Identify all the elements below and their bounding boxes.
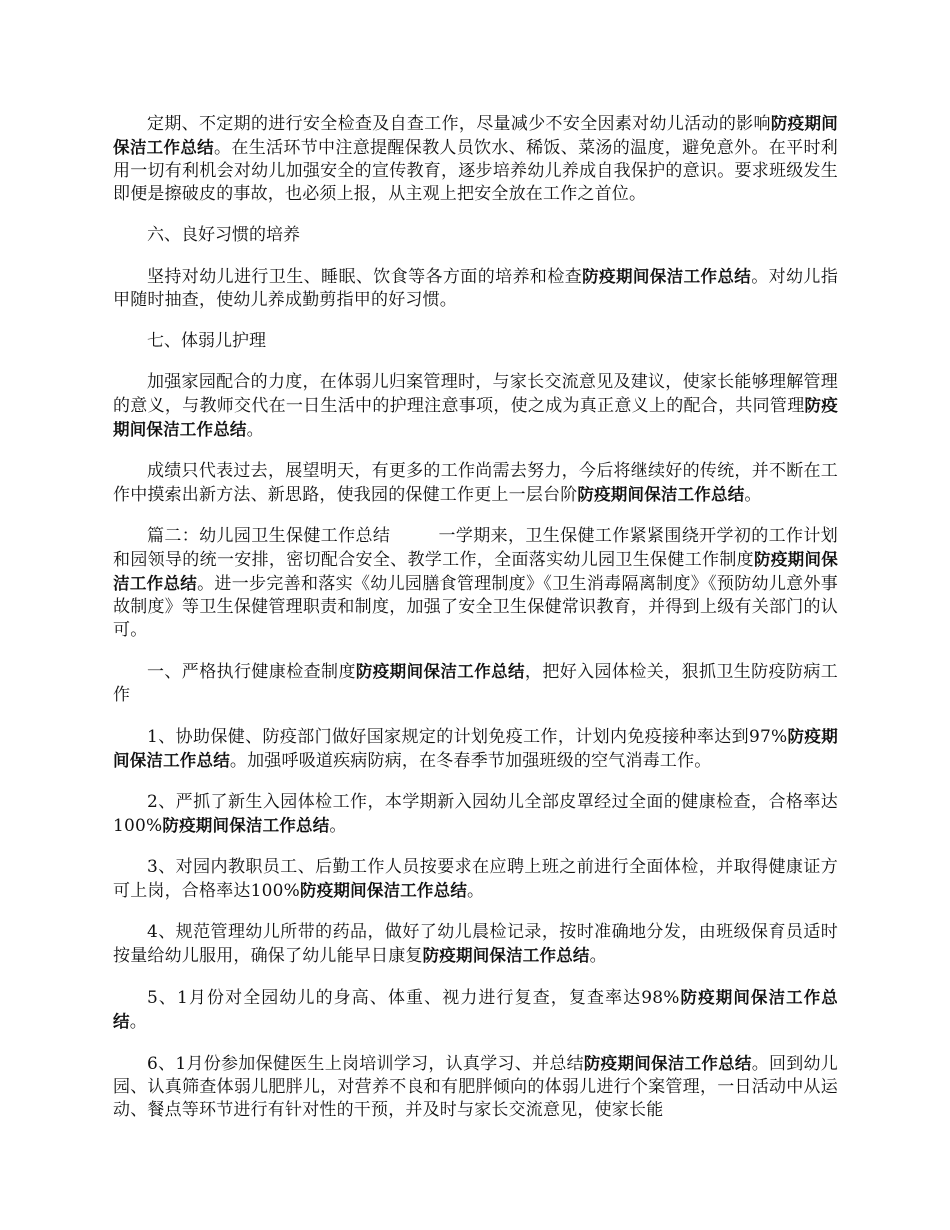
keyword-highlight: 防疫期间保洁工作总结 [583,1054,752,1073]
keyword-highlight: 防疫期间保洁工作总结 [355,662,525,681]
section-heading-weak-children: 七、体弱儿护理 [147,331,266,351]
paragraph-habits: 坚持对幼儿进行卫生、睡眠、饮食等各方面的培养和检查防疫期间保洁工作总结。对幼儿指甲随时抽查，使幼儿养成勤剪指甲的好习惯。 [113,267,839,310]
keyword-highlight: 防疫期间保洁工作总结 [113,727,838,770]
paragraph-weak-children: 加强家园配合的力度，在体弱儿归案管理时，与家长交流意见及建议，使家长能够理解管理的意义，与教师交代在一日生活中的护理注意事项，使之成为真正意义上的配合，共同管理防疫期间保洁工作总结。 [113,372,839,440]
keyword-highlight: 防疫期间保洁工作总结 [113,988,838,1031]
paragraph-item-3: 3、对园内教职员工、后勤工作人员按要求在应聘上班之前进行全面体检，并取得健康证方可上岗，合格率达100%防疫期间保洁工作总结。 [113,857,838,901]
paragraph-item-6: 6、1月份参加保健医生上岗培训学习，认真学习、并总结防疫期间保洁工作总结。回到幼儿园、认真筛查体弱儿肥胖儿，对营养不良和有肥胖倾向的体弱儿进行个案管理，一日活动中从运动、餐点等环节进行有针对性的干预，并及时与家长交流意见，使家长能 [113,1054,839,1120]
section-heading-habits: 六、良好习惯的培养 [147,225,300,245]
keyword-highlight: 防疫期间保洁工作总结 [162,816,330,835]
keyword-highlight: 防疫期间保洁工作总结 [577,485,745,504]
paragraph-item-5: 5、1月份对全园幼儿的身高、体重、视力进行复查，复查率达98%防疫期间保洁工作总结。 [113,988,838,1032]
paragraph-item-4: 4、规范管理幼儿所带的药品，做好了幼儿晨检记录，按时准确地分发，由班级保育员适时按量给幼儿服用，确保了幼儿能早日康复防疫期间保洁工作总结。 [113,922,838,966]
document-page [113,112,838,1140]
paragraph-health-check-heading: 一、严格执行健康检查制度防疫期间保洁工作总结，把好入园体检关，狠抓卫生防疫防病工作 [113,662,839,705]
keyword-highlight: 防疫期间保洁工作总结 [113,550,838,593]
keyword-highlight: 防疫期间保洁工作总结 [422,946,590,965]
paragraph-outlook: 成绩只代表过去，展望明天，有更多的工作尚需去努力，今后将继续好的传统，并不断在工作中摸索出新方法、新思路，使我园的保健工作更上一层台阶防疫期间保洁工作总结。 [113,461,838,505]
paragraph-item-1: 1、协助保健、防疫部门做好国家规定的计划免疫工作，计划内免疫接种率达到97%防疫期间保洁工作总结。加强呼吸道疾病防病，在冬春季节加强班级的空气消毒工作。 [113,727,838,771]
keyword-highlight: 防疫期间保洁工作总结 [582,267,752,286]
paragraph-safety-check: 定期、不定期的进行安全检查及自查工作，尽量减少不安全因素对幼儿活动的影响防疫期间保洁工作总结。在生活环节中注意提醒保教人员饮水、稀饭、菜汤的温度，避免意外。在平时利用一切有利机会对幼儿加强安全的宣传教育，逐步培养幼儿养成自我保护的意识。要求班级发生即便是擦破皮的事故，也必须上报，从主观上把安全放在工作之首位。 [113,114,839,204]
keyword-highlight: 防疫期间保洁工作总结 [113,114,838,157]
paragraph-part-two-intro: 篇二：幼儿园卫生保健工作总结 一学期来，卫生保健工作紧紧围绕开学初的工作计划和园领导的统一安排，密切配合安全、教学工作，全面落实幼儿园卫生保健工作制度防疫期间保洁工作总结。进一步完善和落实《幼儿园膳食管理制度》《卫生消毒隔离制度》《预防幼儿意外事故制度》等卫生保健管理职责和制度，加强了安全卫生保健常识教育，并得到上级有关部门的认可。 [113,526,839,640]
keyword-highlight: 防疫期间保洁工作总结 [113,396,839,439]
paragraph-item-2: 2、严抓了新生入园体检工作，本学期新入园幼儿全部皮罩经过全面的健康检查，合格率达100%防疫期间保洁工作总结。 [113,792,838,836]
keyword-highlight: 防疫期间保洁工作总结 [300,881,468,900]
